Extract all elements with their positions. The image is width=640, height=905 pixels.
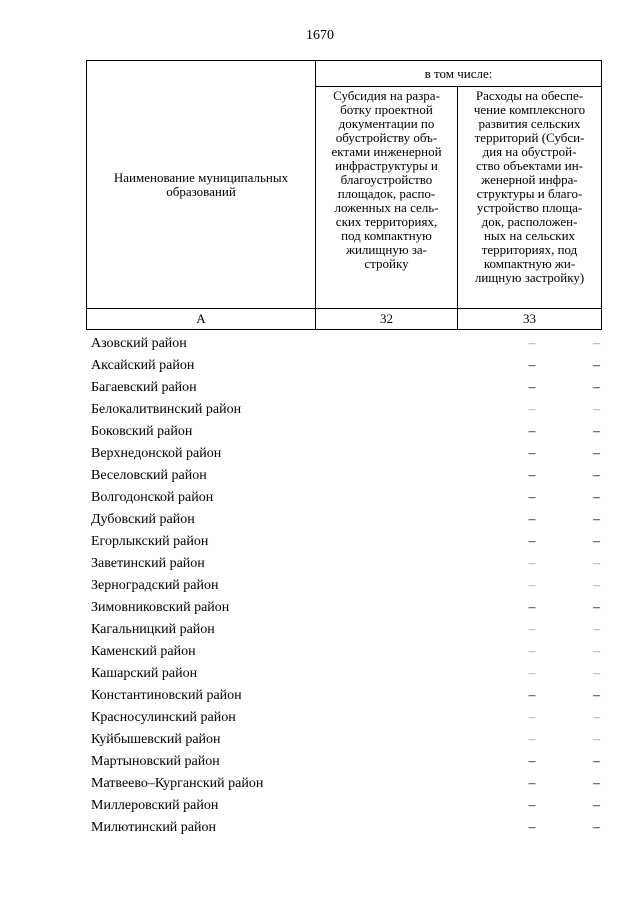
table-row <box>86 443 601 465</box>
table-row <box>86 751 601 773</box>
value-33: – <box>593 490 600 505</box>
value-32: – <box>528 820 536 835</box>
district-name: Константиновский район <box>91 688 242 703</box>
value-32: – <box>528 534 536 549</box>
index-32: 32 <box>316 309 458 330</box>
value-32: – <box>528 402 536 417</box>
value-32: – <box>528 622 536 637</box>
value-33: – <box>593 666 600 681</box>
value-33: – <box>593 556 600 571</box>
district-name: Кагальницкий район <box>91 622 215 637</box>
value-33: – <box>593 512 600 527</box>
district-name: Белокалитвинский район <box>91 402 242 417</box>
value-32: – <box>528 468 536 483</box>
district-name: Азовский район <box>91 336 187 351</box>
value-32: – <box>528 732 536 747</box>
table-row <box>86 531 601 553</box>
table-row <box>86 355 601 377</box>
district-name: Дубовский район <box>91 512 195 527</box>
district-name: Боковский район <box>91 424 193 439</box>
value-33: – <box>593 402 600 417</box>
district-name: Матвеево–Курганский район <box>91 776 264 791</box>
value-33: – <box>593 644 600 659</box>
value-33: – <box>593 336 600 351</box>
table-row <box>86 729 601 751</box>
value-32: – <box>528 336 536 351</box>
value-33: – <box>593 578 600 593</box>
value-33: – <box>593 446 600 461</box>
district-name: Куйбышевский район <box>91 732 221 747</box>
value-32: – <box>528 776 536 791</box>
value-33: – <box>593 776 600 791</box>
table-row <box>86 377 601 399</box>
district-name: Верхнедонской район <box>91 446 222 461</box>
district-name: Красносулинский район <box>91 710 236 725</box>
table-row <box>86 421 601 443</box>
district-name: Заветинский район <box>91 556 205 571</box>
value-32: – <box>528 688 536 703</box>
table-row <box>86 663 601 685</box>
district-name: Зимовниковский район <box>91 600 230 615</box>
header-name-column: Наименование муниципальных образований <box>87 61 316 309</box>
value-33: – <box>593 600 600 615</box>
value-32: – <box>528 710 536 725</box>
district-name: Зерноградский район <box>91 578 219 593</box>
district-name: Багаевский район <box>91 380 197 395</box>
table-row <box>86 333 601 355</box>
value-33: – <box>593 732 600 747</box>
value-33: – <box>593 710 600 725</box>
table-row <box>86 707 601 729</box>
district-name: Милютинский район <box>91 820 217 835</box>
value-33: – <box>593 622 600 637</box>
value-32: – <box>528 600 536 615</box>
value-33: – <box>593 688 600 703</box>
table-header <box>86 60 602 330</box>
district-name: Мартыновский район <box>91 754 220 769</box>
value-32: – <box>528 446 536 461</box>
value-32: – <box>528 798 536 813</box>
value-32: – <box>528 754 536 769</box>
district-name: Аксайский район <box>91 358 195 373</box>
value-32: – <box>528 578 536 593</box>
value-32: – <box>528 490 536 505</box>
value-32: – <box>528 424 536 439</box>
table-row <box>86 597 601 619</box>
table-row <box>86 399 601 421</box>
header-group-label: в том числе: <box>316 61 602 87</box>
table-row <box>86 619 601 641</box>
table-row <box>86 487 601 509</box>
value-33: – <box>593 798 600 813</box>
table-row <box>86 509 601 531</box>
value-33: – <box>593 358 600 373</box>
table-row <box>86 817 601 839</box>
value-32: – <box>528 644 536 659</box>
index-33: 33 <box>458 309 602 330</box>
value-32: – <box>528 666 536 681</box>
district-name: Веселовский район <box>91 468 207 483</box>
index-a: А <box>87 309 316 330</box>
table-row <box>86 773 601 795</box>
value-33: – <box>593 380 600 395</box>
value-32: – <box>528 512 536 527</box>
district-name: Егорлыкский район <box>91 534 209 549</box>
table-row <box>86 553 601 575</box>
value-33: – <box>593 754 600 769</box>
district-name: Кашарский район <box>91 666 198 681</box>
district-name: Миллеровский район <box>91 798 219 813</box>
table-row <box>86 641 601 663</box>
table-row <box>86 465 601 487</box>
table-row <box>86 685 601 707</box>
value-33: – <box>593 534 600 549</box>
value-33: – <box>593 468 600 483</box>
page-number: 1670 <box>306 28 334 43</box>
header-column-32: Субсидия на разра- ботку проектной документации по обустройству объ- ектами инженерной инфраструктуры и благоустройство площадок, распо- ложенных на сель- ских территориях, под компактную жилищную за- стройку <box>316 87 458 309</box>
district-name: Волгодонской район <box>91 490 214 505</box>
table-body <box>86 333 601 839</box>
value-32: – <box>528 556 536 571</box>
value-32: – <box>528 358 536 373</box>
table-row <box>86 795 601 817</box>
header-column-33: Расходы на обеспе- чение комплексного развития сельских территорий (Субси- дия на обустрой- ство объектами ин- женерной инфра- структуры и благо- устройство площа- док, расположен- ных на сельских территориях, под компактную жи- лищную застройку) <box>458 87 602 309</box>
value-32: – <box>528 380 536 395</box>
district-name: Каменский район <box>91 644 196 659</box>
value-33: – <box>593 424 600 439</box>
value-33: – <box>593 820 600 835</box>
table-row <box>86 575 601 597</box>
